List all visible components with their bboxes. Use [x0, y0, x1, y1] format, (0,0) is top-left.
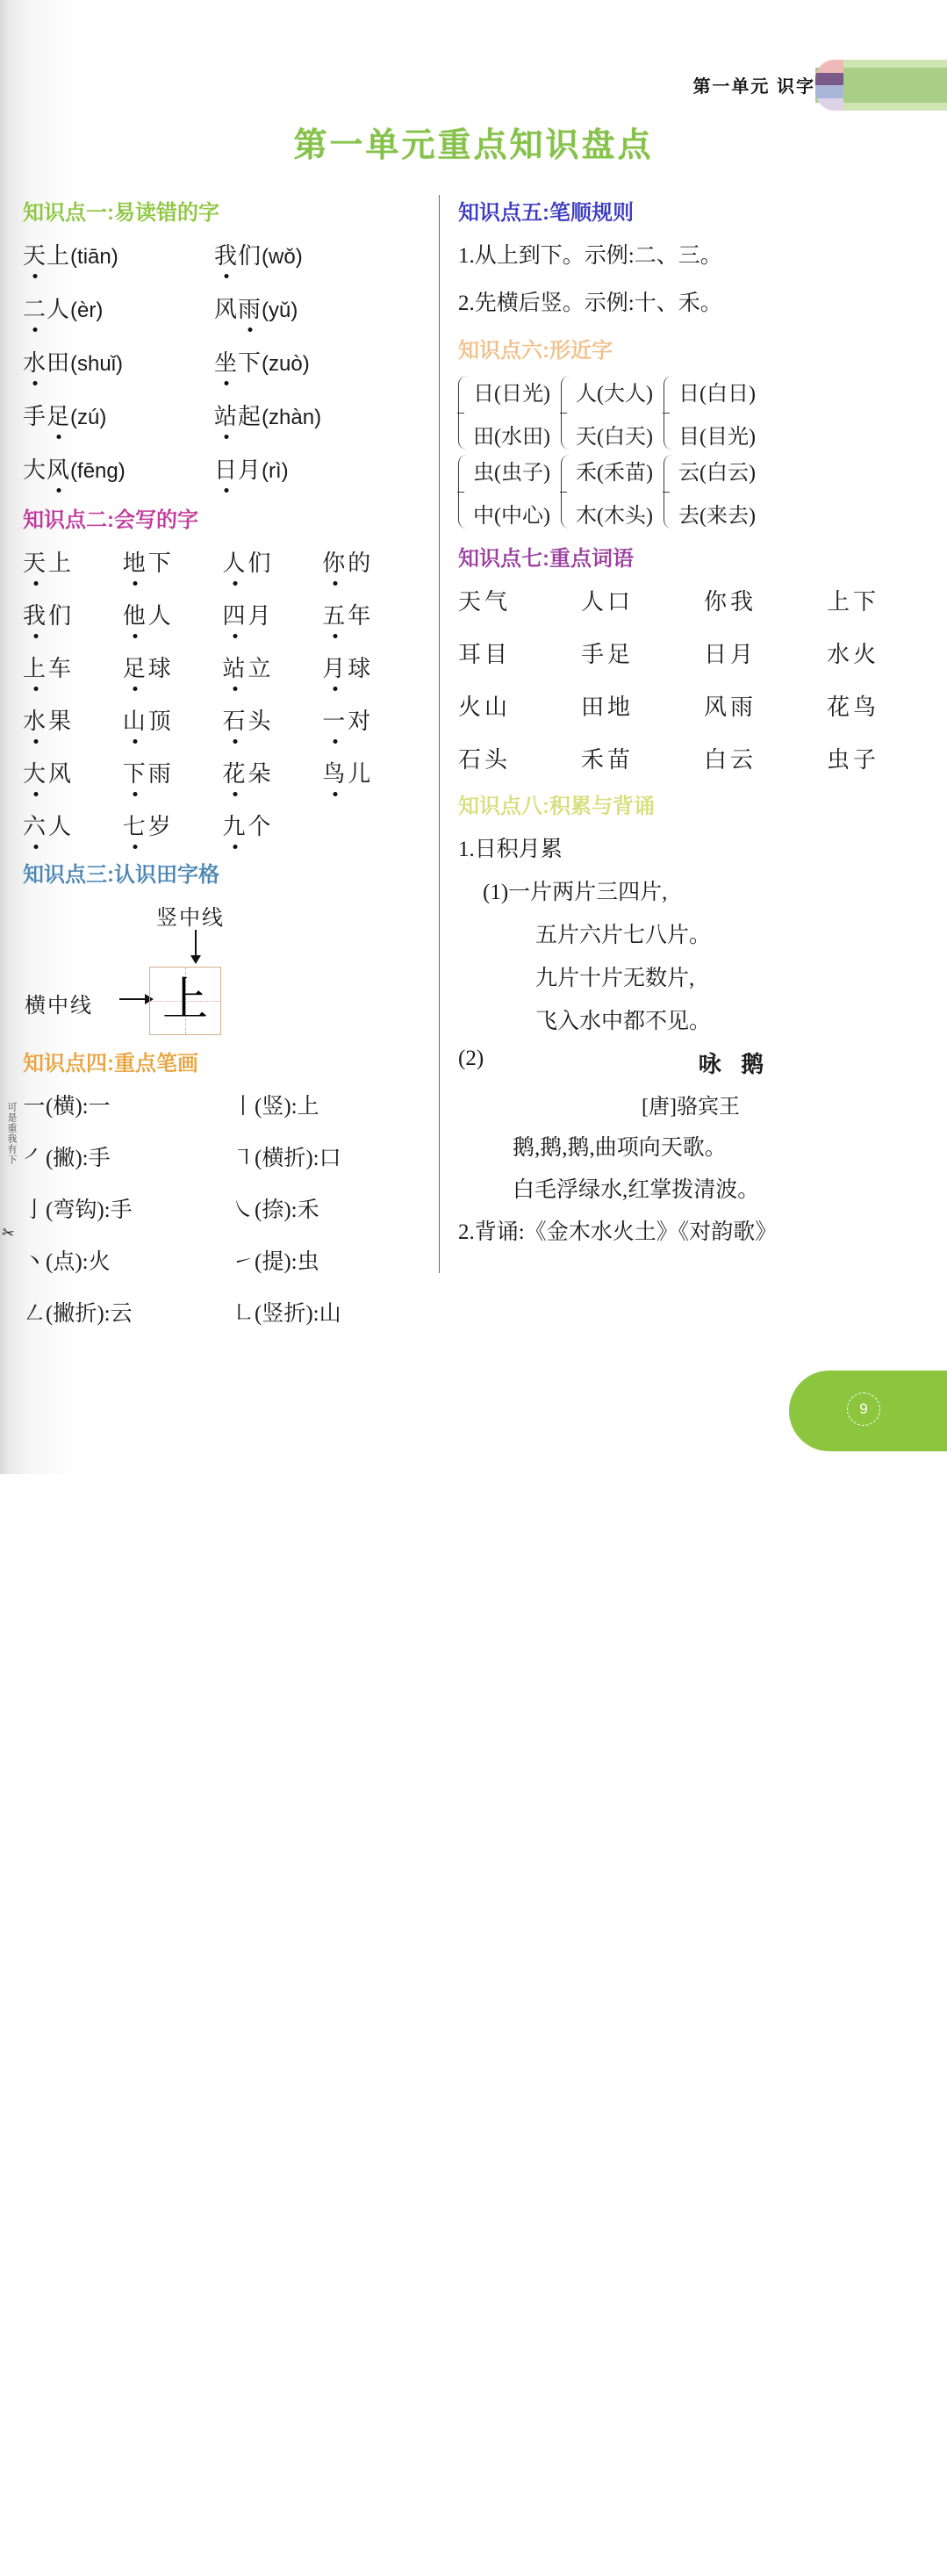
writable-word — [322, 545, 422, 581]
dotted-char: 九 — [223, 809, 248, 841]
poem-2-line: 鹅,鹅,鹅,曲项向天歌。 — [513, 1136, 727, 1160]
stroke-name: (横折) — [255, 1147, 313, 1170]
pinyin-item-word: 水田 — [23, 350, 70, 376]
similar-char-entry: 日(日光) — [473, 383, 550, 406]
pinyin-reading: (èr) — [70, 299, 104, 322]
key-word: 风雨 — [704, 694, 757, 720]
writable-word — [23, 651, 123, 687]
horizontal-center-line-label: 横中线 — [25, 995, 93, 1018]
similar-char-entry: 中(中心) — [473, 505, 550, 528]
word-rest: 儿 — [348, 761, 374, 787]
unit-label: 第一单元 识字 — [692, 77, 815, 97]
poem-1-line: 五片六片七八片。 — [535, 924, 712, 947]
pinyin-reading: (fēng) — [70, 459, 126, 483]
writable-word — [23, 598, 123, 634]
similar-chars-pair — [678, 455, 756, 529]
writable-word — [322, 598, 422, 634]
brace-icon — [458, 376, 471, 450]
writable-word — [23, 703, 123, 739]
pinyin-reading: (yǔ) — [262, 299, 298, 322]
section-heading-kp5: 知识点五:笔顺规则 — [458, 201, 634, 225]
writable-word — [223, 651, 323, 687]
pinyin-item — [214, 399, 422, 435]
dotted-char: 下 — [123, 756, 148, 788]
key-words-grid — [458, 584, 947, 774]
pinyin-item — [23, 345, 214, 381]
stroke-example: :手 — [104, 1198, 133, 1222]
word-rest: 果 — [48, 709, 75, 734]
stroke-name: (横) — [46, 1095, 83, 1119]
key-word: 手足 — [581, 642, 635, 667]
key-word: 花鸟 — [827, 694, 880, 720]
dotted-char: 雨 — [238, 291, 262, 324]
key-word: 火山 — [458, 694, 512, 720]
key-word: 天气 — [458, 589, 512, 615]
word-rest: 风 — [48, 761, 75, 787]
stroke-glyph: ㇕ — [232, 1147, 255, 1170]
stroke-item — [23, 1296, 232, 1328]
similar-chars-group — [561, 455, 653, 529]
stroke-glyph: ㇒ — [23, 1147, 46, 1170]
stroke-name: (撇折) — [46, 1302, 104, 1326]
dotted-char: 水 — [23, 345, 47, 378]
key-word: 白云 — [704, 747, 757, 773]
word-rest: 年 — [348, 603, 374, 629]
word-rest: 的 — [348, 550, 374, 576]
stroke-glyph: 丶 — [23, 1250, 46, 1274]
writable-word — [322, 809, 422, 845]
pinyin-item — [23, 399, 214, 435]
dotted-char: 山 — [123, 703, 148, 736]
similar-chars-row — [458, 455, 947, 529]
pinyin-reading: (wǒ) — [262, 245, 303, 269]
section-heading-kp8: 知识点八:积累与背诵 — [458, 795, 655, 818]
stroke-example: :口 — [312, 1147, 341, 1170]
poem-2-author: [唐]骆宾王 — [642, 1096, 740, 1119]
easily-mispronounced-list — [23, 238, 422, 488]
dotted-char: 足 — [123, 651, 148, 683]
writable-word — [223, 703, 323, 739]
dotted-char: 四 — [223, 598, 248, 630]
brace-icon — [664, 455, 677, 529]
similar-char-entry: 天(白天) — [575, 426, 653, 449]
brace-icon — [561, 376, 574, 450]
section-heading-kp4: 知识点四:重点笔画 — [23, 1052, 198, 1076]
word-rest: 月 — [248, 603, 274, 629]
similar-chars-pair — [576, 455, 653, 529]
writable-word — [23, 809, 123, 845]
writable-word — [223, 545, 323, 581]
writable-word — [223, 598, 323, 634]
accumulate-item-1-label: 1.日积月累 — [458, 838, 563, 861]
word-rest: 立 — [248, 656, 274, 681]
dotted-char: 天 — [23, 238, 47, 270]
key-word: 人口 — [581, 589, 635, 615]
dotted-char: 七 — [123, 809, 148, 841]
dotted-char: 月 — [322, 651, 348, 683]
similar-chars-group — [561, 376, 653, 450]
pinyin-item — [214, 452, 422, 488]
word-rest: 球 — [348, 656, 374, 681]
brace-icon — [664, 376, 677, 450]
similar-char-entry: 目(目光) — [678, 426, 756, 449]
poem-2-line: 白毛浮绿水,红掌拨清波。 — [513, 1178, 760, 1202]
pinyin-reading: (rì) — [262, 459, 289, 483]
pinyin-item — [23, 238, 214, 274]
tianzige-character: 上 — [161, 975, 208, 1025]
right-column — [439, 195, 947, 1246]
similar-chars-group — [664, 376, 756, 450]
pinyin-item-word: 站起 — [214, 404, 262, 429]
dotted-char: 日 — [214, 452, 238, 485]
stroke-example: :一 — [82, 1095, 111, 1119]
similar-char-entry: 人(大人) — [575, 383, 653, 406]
dotted-char: 鸟 — [322, 756, 348, 788]
tianzige-box — [149, 967, 221, 1035]
word-rest: 们 — [248, 550, 274, 576]
dotted-char: 我 — [23, 598, 48, 630]
word-rest: 朵 — [248, 761, 274, 787]
left-column — [23, 195, 422, 1328]
stroke-example: :云 — [104, 1302, 133, 1326]
writable-word — [123, 703, 223, 739]
pinyin-item-word: 坐下 — [214, 350, 262, 376]
poem-2-verses — [458, 1130, 947, 1204]
pinyin-reading: (shuǐ) — [70, 352, 124, 376]
poem-1-line: 九片十片无数片, — [535, 967, 695, 990]
key-word: 石头 — [458, 747, 512, 773]
similar-char-entry: 虫(虫子) — [473, 462, 550, 485]
pinyin-item-word: 我们 — [214, 243, 262, 269]
key-word: 禾苗 — [581, 747, 635, 773]
pinyin-reading: (tiān) — [70, 245, 118, 269]
word-rest: 下 — [147, 550, 174, 576]
accumulate-item-2-label: 2.背诵:《金木水火土》《对韵歌》 — [458, 1220, 778, 1244]
similar-chars-pair — [473, 455, 550, 529]
dotted-char: 他 — [123, 598, 148, 630]
page-number: 9 — [847, 1392, 880, 1426]
down-arrow-icon — [195, 930, 197, 956]
vertical-center-line-label: 竖中线 — [156, 907, 225, 930]
dotted-char: 你 — [322, 545, 348, 578]
pinyin-item-word: 二人 — [23, 297, 70, 322]
page-header — [578, 60, 947, 114]
dotted-char: 站 — [214, 399, 238, 431]
dotted-char: 坐 — [214, 345, 238, 378]
stroke-glyph: ㇗ — [232, 1302, 255, 1326]
stroke-item — [23, 1244, 232, 1276]
pinyin-item — [214, 238, 422, 274]
writable-word — [322, 651, 422, 687]
dotted-char: 花 — [223, 756, 248, 788]
stroke-item — [23, 1140, 232, 1172]
dotted-char: 人 — [223, 545, 248, 578]
similar-chars-pair — [473, 376, 550, 450]
similar-char-entry: 田(水田) — [473, 426, 550, 449]
pinyin-reading: (zú) — [70, 406, 107, 429]
stroke-glyph: ㇏ — [232, 1198, 255, 1222]
word-rest: 球 — [147, 656, 174, 681]
poem-1-block — [458, 874, 947, 1035]
spine-vertical-text: 可是重我有下 — [6, 1102, 17, 1165]
stroke-name: (撇) — [46, 1147, 83, 1170]
pinyin-item-word: 风雨 — [214, 297, 262, 322]
word-rest: 对 — [348, 709, 374, 734]
poem-2-number: (2) — [458, 1047, 484, 1070]
stroke-example: :虫 — [291, 1250, 319, 1274]
stroke-name: (捺) — [255, 1198, 291, 1222]
writable-word — [123, 545, 223, 581]
dotted-char: 二 — [23, 291, 47, 324]
writable-word — [23, 545, 123, 581]
stroke-example: :火 — [82, 1250, 111, 1274]
poem-1-line: (1)一片两片三四片, — [483, 881, 668, 904]
brace-icon — [458, 455, 471, 529]
dotted-char: 风 — [47, 452, 70, 485]
dotted-char: 上 — [23, 651, 48, 683]
word-rest: 们 — [48, 603, 75, 629]
poem-2-header — [458, 1047, 947, 1079]
writable-word — [223, 756, 323, 792]
stroke-item — [232, 1192, 422, 1224]
stroke-name: (竖折) — [255, 1302, 313, 1326]
section-heading-kp2: 知识点二:会写的字 — [23, 508, 198, 532]
right-arrow-icon — [119, 998, 146, 1000]
tianzige-diagram — [23, 900, 422, 1042]
stroke-item — [232, 1089, 422, 1120]
word-rest: 岁 — [147, 814, 174, 839]
pinyin-reading: (zhàn) — [262, 406, 322, 429]
stroke-item — [23, 1089, 232, 1120]
similar-chars-group — [458, 455, 550, 529]
dotted-char: 大 — [23, 756, 48, 788]
writable-word — [123, 756, 223, 792]
dotted-char: 我 — [214, 238, 238, 270]
dotted-char: 五 — [322, 598, 348, 630]
stroke-example: :上 — [291, 1095, 319, 1119]
similar-chars-block — [458, 376, 947, 529]
pinyin-item — [23, 291, 214, 327]
stroke-example: :山 — [312, 1302, 341, 1326]
key-strokes-grid — [23, 1089, 422, 1328]
similar-chars-group — [458, 376, 550, 450]
pinyin-item-word: 日月 — [214, 457, 262, 483]
dotted-char: 站 — [223, 651, 248, 683]
key-word: 水火 — [827, 642, 880, 667]
dotted-char: 水 — [23, 703, 48, 736]
stroke-item — [232, 1296, 422, 1328]
dotted-char: 地 — [123, 545, 148, 578]
page-title: 第一单元重点知识盘点 — [293, 127, 654, 164]
pinyin-item-word: 天上 — [23, 243, 70, 269]
pinyin-item — [214, 291, 422, 327]
poem-2-title: 咏 鹅 — [698, 1052, 771, 1077]
word-rest: 雨 — [147, 761, 174, 787]
stroke-order-rule: 2.先横后竖。示例:十、禾。 — [458, 291, 722, 315]
dotted-char: 足 — [47, 399, 70, 431]
scissors-icon: ✂ — [0, 1223, 17, 1243]
key-word: 日月 — [704, 642, 757, 667]
stroke-item — [232, 1140, 422, 1172]
stroke-order-rules — [458, 238, 947, 317]
stroke-example: :禾 — [291, 1198, 319, 1222]
stroke-glyph: 丨 — [232, 1095, 255, 1119]
section-heading-kp3: 知识点三:认识田字格 — [23, 863, 219, 887]
stroke-name: (提) — [255, 1250, 291, 1274]
word-rest: 人 — [147, 603, 174, 629]
pinyin-item — [23, 452, 214, 488]
stroke-name: (弯钩) — [46, 1198, 104, 1222]
key-word: 上下 — [827, 589, 880, 615]
similar-char-entry: 去(来去) — [678, 505, 756, 528]
word-rest: 上 — [48, 550, 75, 576]
similar-char-entry: 禾(禾苗) — [575, 462, 653, 485]
word-rest: 头 — [248, 709, 274, 734]
word-rest: 顶 — [147, 709, 174, 734]
similar-char-entry: 云(白云) — [678, 462, 756, 485]
stroke-name: (点) — [46, 1250, 83, 1274]
similar-chars-row — [458, 376, 947, 450]
pinyin-item-word: 大风 — [23, 457, 70, 483]
similar-chars-pair — [678, 376, 756, 450]
dotted-char: 六 — [23, 809, 48, 841]
poem-1-line: 飞入水中都不见。 — [535, 1010, 712, 1033]
writable-word — [322, 756, 422, 792]
key-word: 田地 — [581, 694, 635, 720]
stroke-item — [232, 1244, 422, 1276]
pinyin-item-word: 手足 — [23, 404, 70, 429]
pinyin-item — [214, 345, 422, 381]
pinyin-reading: (zuò) — [262, 352, 310, 376]
section-heading-kp6: 知识点六:形近字 — [458, 339, 613, 363]
word-rest: 车 — [48, 656, 75, 681]
writable-chars-grid — [23, 545, 422, 845]
key-word: 虫子 — [827, 747, 880, 773]
similar-chars-pair — [576, 376, 653, 450]
dotted-char: 天 — [23, 545, 48, 578]
dotted-char: 一 — [322, 703, 348, 736]
writable-word — [322, 703, 422, 739]
similar-chars-group — [664, 455, 756, 529]
word-rest: 个 — [248, 814, 274, 839]
similar-char-entry: 木(木头) — [575, 505, 653, 528]
stroke-glyph: 亅 — [23, 1198, 46, 1222]
writable-word — [223, 809, 323, 845]
key-word: 耳目 — [458, 642, 512, 667]
brace-icon — [561, 455, 574, 529]
similar-char-entry: 日(白日) — [678, 383, 756, 406]
word-rest: 人 — [48, 814, 75, 839]
section-heading-kp7: 知识点七:重点词语 — [458, 547, 634, 571]
header-stripes-decoration — [815, 60, 843, 111]
writable-word — [23, 756, 123, 792]
stroke-order-rule: 1.从上到下。示例:二、三。 — [458, 244, 722, 268]
writable-word — [123, 651, 223, 687]
section-heading-kp1: 知识点一:易读错的字 — [23, 201, 219, 225]
writable-word — [123, 598, 223, 634]
stroke-glyph: ㇜ — [23, 1302, 46, 1326]
stroke-example: :手 — [82, 1147, 111, 1170]
stroke-name: (竖) — [255, 1095, 291, 1119]
writable-word — [123, 809, 223, 845]
stroke-item — [23, 1192, 232, 1224]
dotted-char: 石 — [223, 703, 248, 736]
key-word: 你我 — [704, 589, 757, 615]
stroke-glyph: ㇀ — [232, 1250, 255, 1274]
stroke-glyph: 一 — [23, 1095, 46, 1119]
